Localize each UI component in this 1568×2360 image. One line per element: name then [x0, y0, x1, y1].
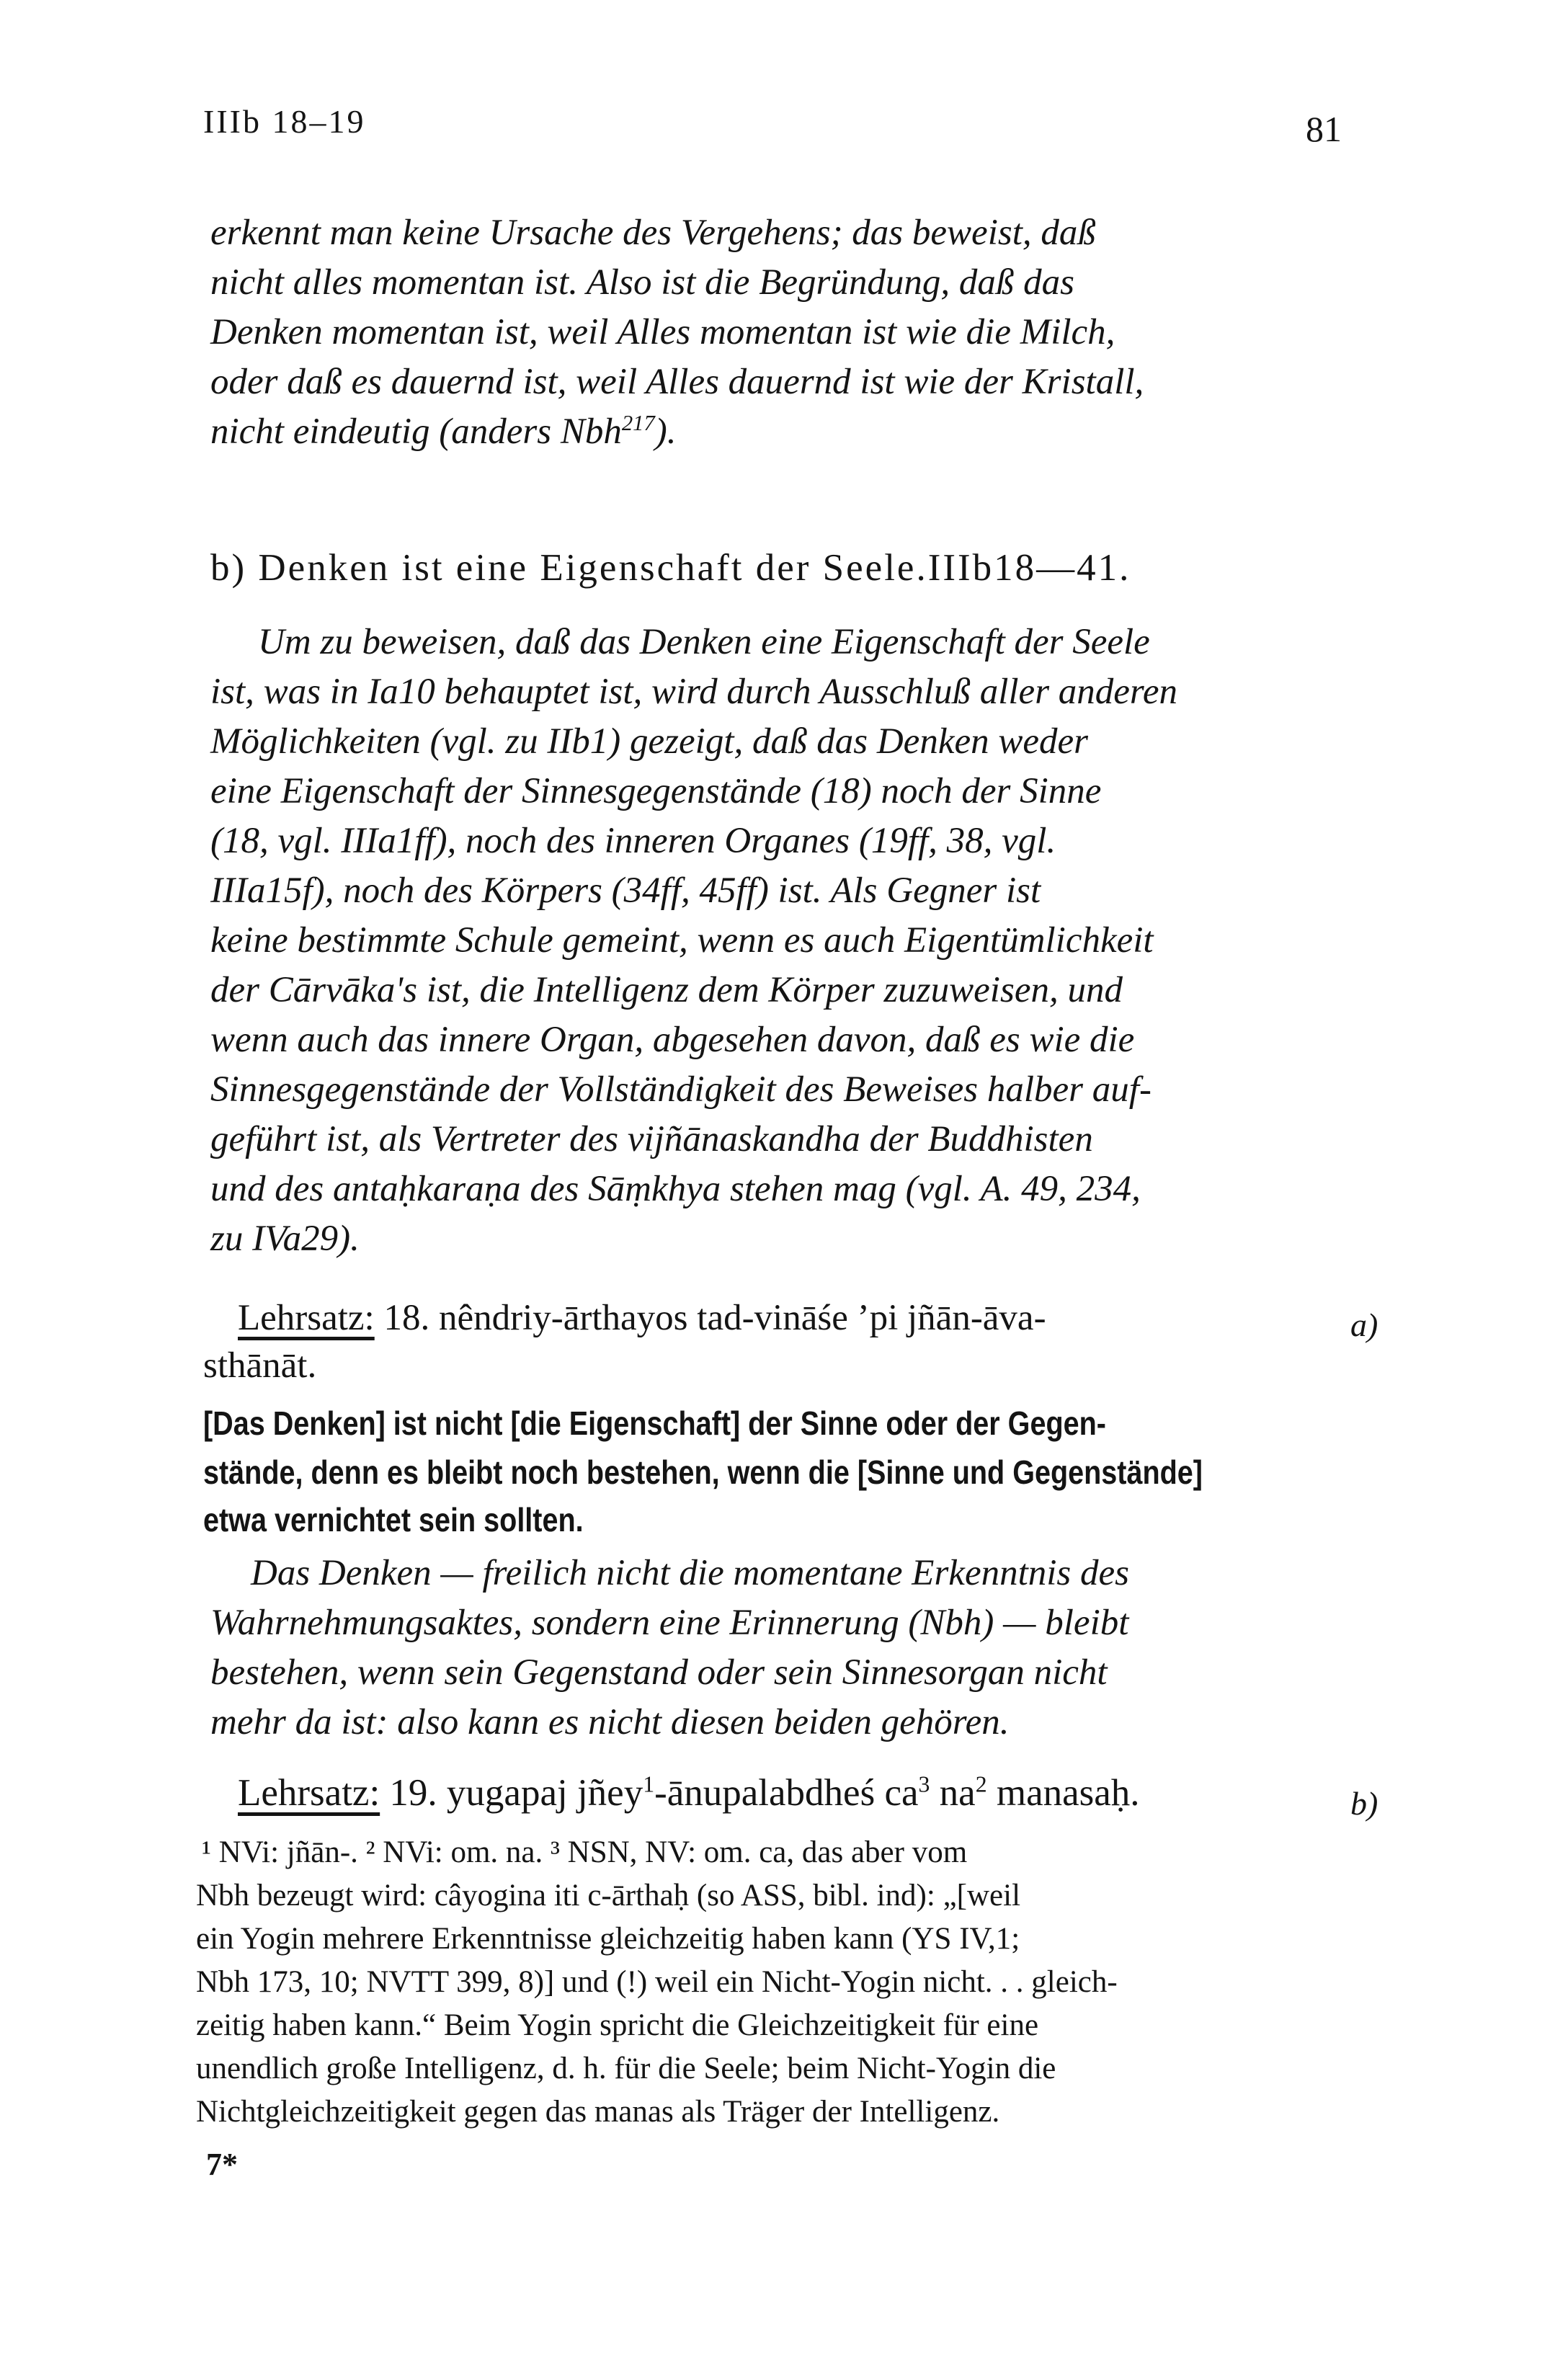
text-line: Denken momentan ist, weil Alles momentan ist wie die Milch,: [210, 312, 1115, 352]
text-line: Wahrnehmungsaktes, sondern eine Erinnerung (Nbh) — bleibt: [210, 1603, 1129, 1643]
margin-note: b): [1350, 1785, 1378, 1822]
text-line: mehr da ist: also kann es nicht diesen beiden gehören.: [210, 1702, 1010, 1742]
lehrsatz-19: Lehrsatz: 19. yugapaj jñey$^1$-ānupalabdheś $ca^3$ $na^2$ manasaḥ.: [238, 1771, 1140, 1814]
text-line: nicht alles momentan ist. Also ist die Begründung, daß das: [210, 262, 1074, 303]
text-line: zu IVa29).: [210, 1219, 360, 1259]
lehrsatz-18-line1: [238, 1297, 1046, 1339]
text-line: oder daß es dauernd ist, weil Alles dauernd ist wie der Kristall,: [210, 362, 1144, 402]
footnote-line: zeitig haben kann.“ Beim Yogin spricht die Gleichzeitigkeit für eine: [196, 2008, 1039, 2042]
text-line: geführt ist, als Vertreter des vijñānaskandha der Buddhisten: [210, 1119, 1093, 1159]
text-line: (18, vgl. IIIa1ff), noch des inneren Organes (19ff, 38, vgl.: [210, 821, 1056, 861]
text-line: keine bestimmte Schule gemeint, wenn es auch Eigentümlichkeit: [210, 920, 1154, 961]
translation-line: [Das Denken] ist nicht [die Eigenschaft] der Sinne oder der Gegen-: [203, 1404, 1106, 1442]
footnote-line: ein Yogin mehrere Erkenntnisse gleichzeitig haben kann (YS IV,1;: [196, 1922, 1020, 1956]
footnote-line: Nbh 173, 10; NVTT 399, 8)] und (!) weil ein Nicht-Yogin nicht. . . gleich-: [196, 1965, 1118, 1999]
text-line: nicht eindeutig (anders Nbh$^{217}$).: [210, 411, 677, 452]
footnote-line: ¹ NVi: jñān-. ² NVi: om. na. ³ NSN, NV: om. ca, das aber vom: [202, 1835, 968, 1869]
text-line: Das Denken — freilich nicht die momentane Erkenntnis des: [251, 1553, 1129, 1593]
translation-line: etwa vernichtet sein sollten.: [203, 1501, 584, 1539]
text-line: eine Eigenschaft der Sinnesgegenstände (18) noch der Sinne: [210, 771, 1102, 811]
lehrsatz-label: Lehrsatz:: [238, 1298, 375, 1338]
sutra-text: 18. nêndriy-ārthayos tad-vināśe ’pi jñān-āva-: [383, 1298, 1046, 1338]
text-line: der Cārvāka's ist, die Intelligenz dem Körper zuzuweisen, und: [210, 970, 1123, 1010]
footnote-line: unendlich große Intelligenz, d. h. für die Seele; beim Nicht-Yogin die: [196, 2052, 1056, 2085]
text-line: IIIa15f), noch des Körpers (34ff, 45ff) ist. Als Gegner ist: [210, 870, 1041, 911]
text-line: Um zu beweisen, daß das Denken eine Eigenschaft der Seele: [258, 622, 1150, 662]
text-line: bestehen, wenn sein Gegenstand oder sein Sinnesorgan nicht: [210, 1652, 1108, 1693]
footnote-line: Nichtgleichzeitigkeit gegen das manas als Träger der Intelligenz.: [196, 2095, 1000, 2129]
lehrsatz-18-line2: sthānāt.: [203, 1345, 317, 1386]
text-line: erkennt man keine Ursache des Vergehens; das beweist, daß: [210, 213, 1096, 253]
text-line: und des antaḥkaraṇa des Sāṃkhya stehen mag (vgl. A. 49, 234,: [210, 1169, 1141, 1209]
margin-note: a): [1350, 1306, 1378, 1343]
section-heading: b) Denken ist eine Eigenschaft der Seele.IIIb18—41.: [210, 547, 1131, 589]
lehrsatz-label: Lehrsatz:: [238, 1772, 380, 1814]
signature-mark: 7*: [206, 2147, 238, 2182]
page-number: 81: [1306, 109, 1342, 149]
footnote-line: Nbh bezeugt wird: câyogina iti c-ārthaḥ (so ASS, bibl. ind): „[weil: [196, 1879, 1021, 1913]
running-header: IIIb 18–19: [203, 103, 366, 140]
text-line: wenn auch das innere Organ, abgesehen davon, daß es wie die: [210, 1020, 1135, 1060]
text-line: Sinnesgegenstände der Vollständigkeit des Beweises halber auf-: [210, 1069, 1152, 1110]
text-line: Möglichkeiten (vgl. zu IIb1) gezeigt, daß das Denken weder: [210, 721, 1088, 762]
translation-line: stände, denn es bleibt noch bestehen, wenn die [Sinne und Gegenstände]: [203, 1453, 1203, 1491]
text-line: ist, was in Ia10 behauptet ist, wird durch Ausschluß aller anderen: [210, 672, 1178, 712]
